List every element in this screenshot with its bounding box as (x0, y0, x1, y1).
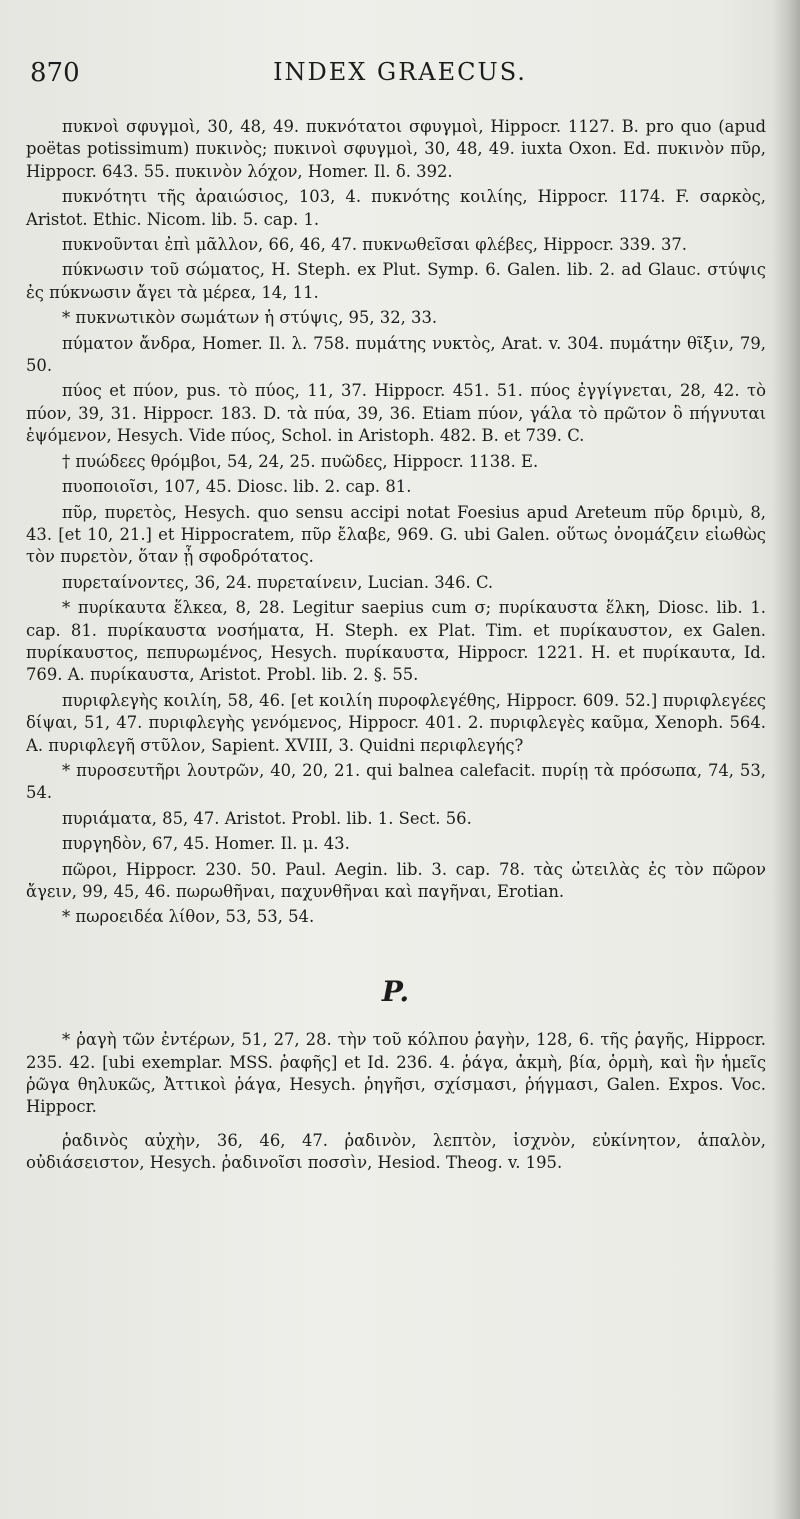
index-entry: πῦρ, πυρετὸς, Hesych. quo sensu accipi notat Foesius apud Areteum πῦρ δριμὺ, 8, 43. [et 10, 21.] et Hippocratem, πῦρ ἔλαβε, 969. G. ubi Galen. οὕτως ὀνομάζειν εἰωθὼς τὸν πυρετὸν, ὅταν ᾖ σφοδρότατος. (26, 502, 766, 567)
index-entry: πύματον ἄνδρα, Homer. Il. λ. 758. πυμάτης νυκτὸς, Arat. v. 304. πυμάτην θῖξιν, 79, 50. (26, 333, 766, 376)
index-entry: * πυρίκαυτα ἕλκεα, 8, 28. Legitur saepius cum σ; πυρίκαυστα ἕλκη, Diosc. lib. 1. cap. 81. πυρίκαυστα νοσήματα, H. Steph. ex Plat. Tim. et πυρίκαυστον, ex Galen. πυρίκαυστος, πεπυρωμένος, Hesych. πυρίκαυστα, Hippocr. 1221. H. et πυρίκαυτα, Id. 769. A. πυρίκαυστα, Aristot. Probl. lib. 2. §. 55. (26, 598, 766, 685)
index-entry: πυκνοῦνται ἐπὶ μᾶλλον, 66, 46, 47. πυκνωθεῖσαι φλέβες, Hippocr. 339. 37. (62, 235, 688, 255)
page-number: 870 (30, 58, 80, 88)
index-entry: * πυροσευτῆρι λουτρῶν, 40, 20, 21. qui balnea calefacit. πυρίῃ τὰ πρόσωπα, 74, 53, 54. (26, 760, 766, 803)
index-entry: πυριάματα, 85, 47. Aristot. Probl. lib. 1. Sect. 56. (62, 808, 472, 828)
page-edge-shadow (772, 0, 800, 1519)
index-entry: πῶροι, Hippocr. 230. 50. Paul. Aegin. lib. 3. cap. 78. τὰς ὠτειλὰς ἐς τὸν πῶρον ἄγειν, 99, 45, 46. πωρωθῆναι, παχυνθῆναι καὶ παγῆναι, Erotian. (26, 859, 766, 901)
index-entry: πύκνωσιν τοῦ σώματος, H. Steph. ex Plut. Symp. 6. Galen. lib. 2. ad Glauc. στύψις ἐς πύκνωσιν ἄγει τὰ μέρεα, 14, 11. (26, 260, 766, 302)
index-entry: * ῥαγὴ τῶν ἐντέρων, 51, 27, 28. τὴν τοῦ κόλπου ῥαγὴν, 128, 6. τῆς ῥαγῆς, Hippocr. 235. 42. [ubi exemplar. MSS. ῥαφῆς] et Id. 236. 4. ῥάγα, ἀκμὴ, βία, ὁρμὴ, καὶ ἣν ἡμεῖς ῥῶγα θηλυκῶς, Ἀττικοὶ ῥάγα, Hesych. ῥηγῆσι, σχίσμασι, ῥήγμασι, Galen. Expos. Voc. Hippocr. (26, 1030, 766, 1117)
page-header (0, 58, 800, 98)
index-entry: * πυκνωτικὸν σωμάτων ἡ στύψις, 95, 32, 33. (62, 308, 438, 328)
index-entry: * πωροειδέα λίθον, 53, 53, 54. (62, 907, 315, 927)
index-entry: πυκνότητι τῆς ἀραιώσιος, 103, 4. πυκνότης κοιλίης, Hippocr. 1174. F. σαρκὸς, Aristot. Ethic. Nicom. lib. 5. cap. 1. (26, 187, 766, 229)
index-entry: πύος et πύον, pus. τὸ πύος, 11, 37. Hippocr. 451. 51. πύος ἐγγίγνεται, 28, 42. τὸ πύον, 39, 31. Hippocr. 183. D. τὰ πύα, 39, 36. Etiam πύον, γάλα τὸ πρῶτον ὃ πήγνυται ἑψόμενον, Hesych. Vide πύος, Schol. in Aristoph. 482. B. et 739. C. (26, 381, 766, 446)
index-entry: πυκνοὶ σφυγμοὶ, 30, 48, 49. πυκνότατοι σφυγμοὶ, Hippocr. 1127. B. pro quo (apud poëtas potissimum) πυκινὸς; πυκινοὶ σφυγμοὶ, 30, 48, 49. iuxta Oxon. Ed. πυκινὸν πῦρ, Hippocr. 643. 55. πυκινὸν λόχον, Homer. Il. δ. 392. (26, 117, 766, 181)
index-entry: † πυώδεες θρόμβοι, 54, 24, 25. πυῶδες, Hippocr. 1138. E. (62, 451, 539, 471)
index-column (26, 116, 766, 1178)
index-entry: πυρεταίνοντες, 36, 24. πυρεταίνειν, Lucian. 346. C. (62, 572, 494, 592)
section-letter-heading: P. (381, 974, 411, 1008)
running-title: INDEX GRAECUS. (273, 58, 527, 86)
entry-spacer (26, 1122, 766, 1130)
index-entry: πυργηδὸν, 67, 45. Homer. Il. μ. 43. (62, 834, 350, 854)
index-entry: ῥαδινὸς αὐχὴν, 36, 46, 47. ῥαδινὸν, λεπτὸν, ἰσχνὸν, εὐκίνητον, ἁπαλὸν, οὐδιάσειστον, Hesych. ῥαδινοῖσι ποσσὶν, Hesiod. Theog. v. 195. (26, 1130, 766, 1173)
index-entry: πυριφλεγὴς κοιλίη, 58, 46. [et κοιλίη πυροφλεγέθης, Hippocr. 609. 52.] πυριφλεγέες δίψαι, 51, 47. πυριφλεγὴς γενόμενος, Hippocr. 401. 2. πυριφλεγὲς καῦμα, Xenoph. 564. A. πυριφλεγῆ στῦλον, Sapient. XVIII, 3. Quidni περιφλεγής? (26, 690, 766, 755)
index-entry: πυοποιοῖσι, 107, 45. Diosc. lib. 2. cap. 81. (62, 477, 412, 497)
